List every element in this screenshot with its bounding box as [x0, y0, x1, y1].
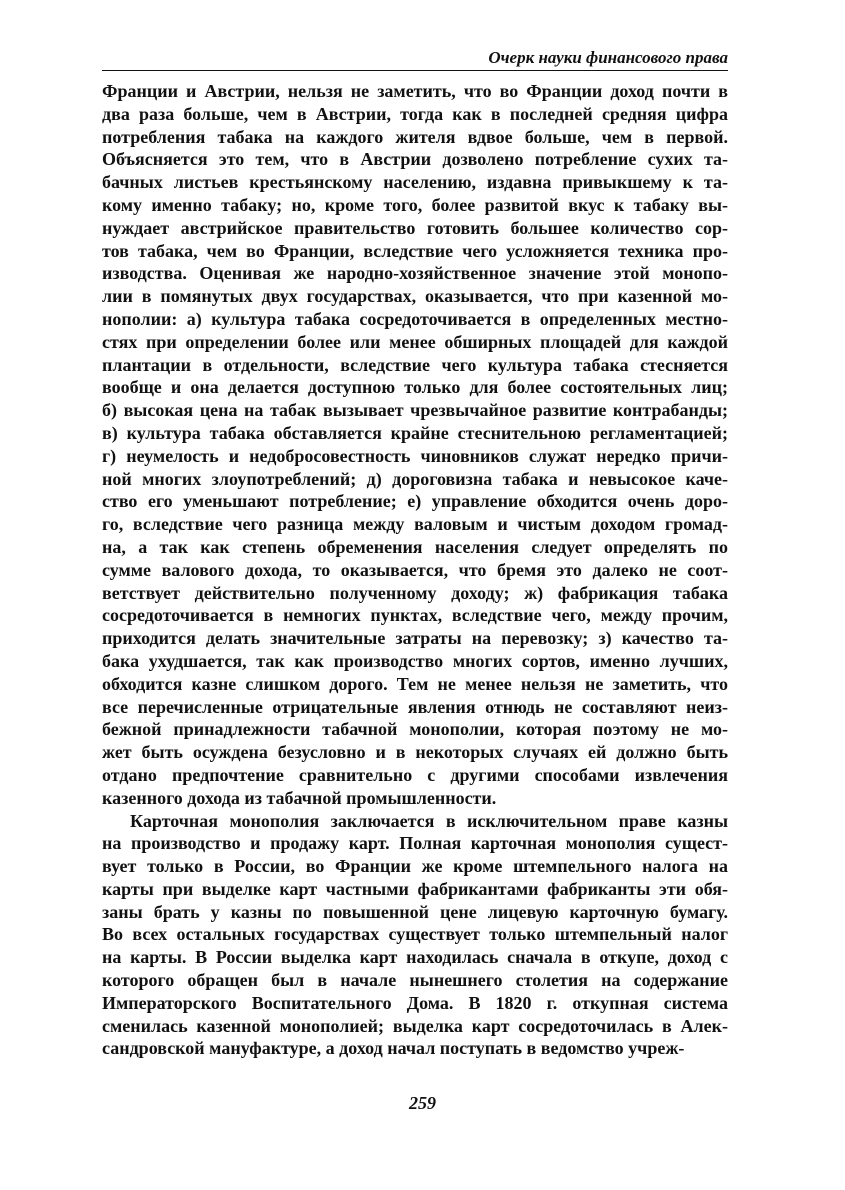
text-line: на производство и продажу карт. Полная карточная монополия сущест-: [102, 833, 728, 854]
text-line: потребления табака на каждого жителя вдвое больше, чем в первой.: [102, 126, 728, 147]
text-line: изводства. Оценивая же народно-хозяйственное значение этой монопо-: [102, 263, 728, 284]
text-line: Императорского Воспитательного Дома. В 1820 г. откупная система: [102, 992, 728, 1013]
text-line: два раза больше, чем в Австрии, тогда как в последней средняя цифра: [102, 103, 728, 124]
text-line: Во всех остальных государствах существует только штемпельный налог: [102, 924, 728, 945]
paragraph: [102, 80, 728, 810]
text-line: тов табака, чем во Франции, вследствие чего усложняется техника про-: [102, 240, 728, 261]
text-line: стях при определении более или менее обширных площадей для каждой: [102, 331, 728, 352]
paragraph: [102, 810, 728, 1061]
text-line: кому именно табаку; но, кроме того, более развитой вкус к табаку вы-: [102, 194, 728, 215]
text-line: плантации в отдельности, вследствие чего культура табака стесняется: [102, 354, 728, 375]
text-line: карты при выделке карт частными фабрикантами фабриканты эти обя-: [102, 878, 728, 899]
text-line: Франции и Австрии, нельзя не заметить, что во Франции доход почти в: [102, 81, 728, 101]
running-header: [102, 46, 728, 71]
text-line: отдано предпочтение сравнительно с другими способами извлечения: [102, 764, 728, 785]
text-line: нуждает австрийское правительство готовить большее количество сор-: [102, 217, 728, 238]
text-line: жет быть осуждена безусловно и в некоторых случаях ей должно быть: [102, 742, 728, 763]
text-line: на, а так как степень обременения населения следует определять по: [102, 536, 728, 557]
text-line: обходится казне слишком дорого. Тем не менее нельзя не заметить, что: [102, 673, 728, 694]
text-line: все перечисленные отрицательные явления отнюдь не составляют неиз-: [102, 696, 728, 717]
text-line: казенного дохода из табачной промышленности.: [102, 787, 497, 808]
text-line: приходится делать значительные затраты на перевозку; з) качество та-: [102, 628, 728, 649]
text-line: лии в помянутых двух государствах, оказывается, что при казенной мо-: [102, 286, 728, 307]
text-line: бака ухудшается, так как производство многих сортов, именно лучших,: [102, 650, 728, 671]
text-line: сосредоточивается в немногих пунктах, вследствие чего, между прочим,: [102, 605, 728, 626]
text-line: ветствует действительно полученному доходу; ж) фабрикация табака: [102, 582, 728, 603]
text-line: ной многих злоупотреблений; д) дороговизна табака и невысокое каче-: [102, 468, 728, 489]
text-line: Карточная монополия заключается в исключительном праве казны: [130, 810, 728, 831]
body-text: [102, 80, 728, 1060]
text-line: нополии: а) культура табака сосредоточивается в определенных местно-: [102, 308, 728, 329]
text-line: Объясняется это тем, что в Австрии дозволено потребление сухих та-: [102, 149, 728, 170]
text-line: бежной принадлежности табачной монополии, которая поэтому не мо-: [102, 719, 728, 740]
text-line: заны брать у казны по повышенной цене лицевую карточную бумагу.: [102, 901, 728, 922]
text-line: г) неумелость и недобросовестность чиновников служат нередко причи-: [102, 445, 728, 466]
page-number: 259: [409, 1093, 436, 1113]
running-header-title: Очерк науки финансового права: [488, 48, 728, 67]
text-line: бачных листьев крестьянскому населению, издавна привыкшему к та-: [102, 172, 728, 193]
text-line: го, вследствие чего разница между валовым и чистым доходом громад-: [102, 514, 728, 535]
text-line: вообще и она делается доступною только для более состоятельных лиц;: [102, 377, 728, 398]
text-line: сумме валового дохода, то оказывается, что бремя это далеко не соот-: [102, 559, 728, 580]
text-line: на карты. В России выделка карт находилась сначала в откупе, доход с: [102, 947, 728, 968]
text-line: ство его уменьшают потребление; е) управление обходится очень доро-: [102, 491, 728, 512]
text-line: сандровской мануфактуре, а доход начал поступать в ведомство учреж-: [102, 1038, 685, 1059]
text-line: которого обращен был в начале нынешнего столетия на содержание: [102, 970, 728, 991]
text-line: в) культура табака обставляется крайне стеснительною регламентацией;: [102, 422, 728, 443]
text-line: б) высокая цена на табак вызывает чрезвычайное развитие контрабанды;: [102, 400, 728, 421]
text-line: вует только в России, во Франции же кроме штемпельного налога на: [102, 856, 728, 877]
text-line: сменилась казенной монополией; выделка карт сосредоточилась в Алек-: [102, 1015, 728, 1036]
